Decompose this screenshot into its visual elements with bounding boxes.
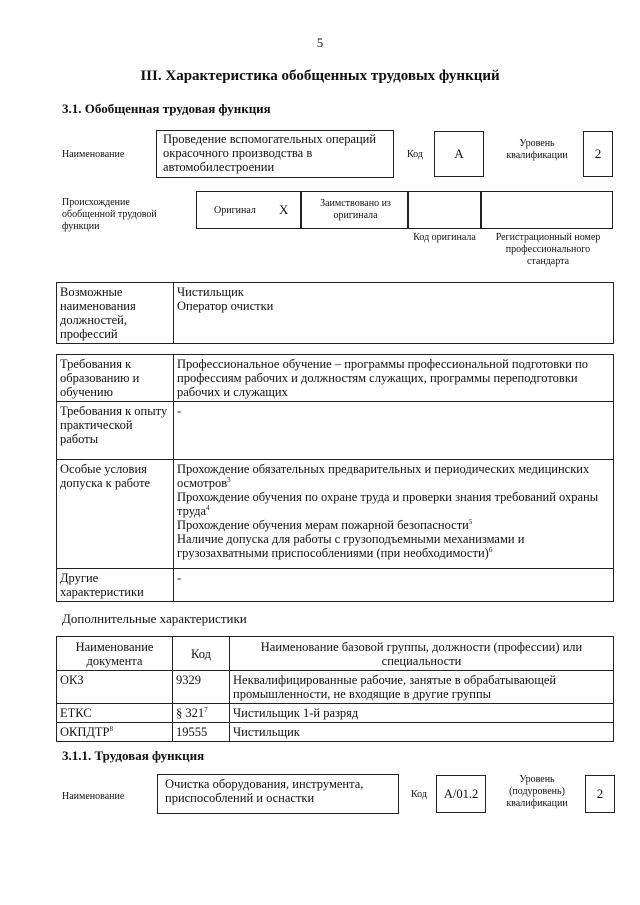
- additional-code: 9329: [173, 671, 230, 704]
- additional-header-code: Код: [173, 637, 230, 671]
- position-item: Чистильщик: [177, 285, 244, 299]
- req-education-label: Требования к образованию и обучению: [57, 355, 174, 402]
- otf-borrowed-box: [301, 191, 408, 229]
- positions-values: [174, 283, 614, 344]
- additional-doc: ОКЗ: [57, 671, 173, 704]
- req-condition-item: Прохождение обязательных предварительных и периодических медицинских осмотров$^3$: [177, 462, 590, 490]
- req-conditions-values: [174, 460, 614, 569]
- otf-name-label: Наименование: [62, 149, 125, 160]
- req-other-value: -: [174, 569, 614, 602]
- tf-level-value: 2: [596, 786, 604, 801]
- req-conditions-label: Особые условия допуска к работе: [57, 460, 174, 569]
- tf-level-box: [585, 775, 615, 813]
- otf-original-mark: X: [279, 202, 289, 217]
- additional-header-name: Наименование базовой группы, должности (профессии) или специальности: [230, 637, 614, 671]
- req-experience-label: Требования к опыту практической работы: [57, 402, 174, 460]
- additional-name: Чистильщик: [230, 723, 614, 742]
- additional-doc: ЕТКС: [57, 704, 173, 723]
- additional-table: [56, 636, 614, 742]
- tf-title: 3.1.1. Трудовая функция: [62, 748, 205, 763]
- otf-reg-number-box: [481, 191, 613, 229]
- additional-name: Чистильщик 1-й разряд: [230, 704, 614, 723]
- tf-name-value: Очистка оборудования, инструмента, приспособлений и оснастки: [165, 777, 364, 805]
- req-other-label: Другие характеристики: [57, 569, 174, 602]
- otf-level-box: [583, 131, 613, 177]
- otf-origin-label: Происхождение обобщенной трудовой функции: [62, 197, 157, 232]
- additional-code: § $321^7$: [173, 704, 230, 723]
- positions-table: [56, 282, 614, 344]
- otf-name-value: Проведение вспомогательных операций окрасочного производства в автомобилестроении: [163, 132, 377, 174]
- otf-code-original-box: [408, 191, 481, 229]
- section-title: III. Характеристика обобщенных трудовых функций: [140, 68, 500, 84]
- otf-code-box: [434, 131, 484, 177]
- position-item: Оператор очистки: [177, 299, 274, 313]
- positions-label: Возможные наименования должностей, профессий: [57, 283, 174, 344]
- otf-level-label: Уровень квалификации: [506, 138, 568, 161]
- table-row: [57, 704, 614, 723]
- otf-code-value: A: [454, 146, 464, 161]
- additional-title: Дополнительные характеристики: [62, 611, 247, 626]
- requirements-table: [56, 354, 614, 602]
- table-row: [57, 723, 614, 742]
- tf-level-label: Уровень (подуровень) квалификации: [506, 774, 568, 809]
- tf-name-label: Наименование: [62, 791, 125, 802]
- additional-name: Неквалифицированные рабочие, занятые в обрабатывающей промышленности, не входящие в другие группы: [230, 671, 614, 704]
- table-row: [57, 671, 614, 704]
- tf-code-value: A/01.2: [443, 787, 479, 801]
- otf-code-original-label: Код оригинала: [413, 232, 476, 243]
- req-education-value: Профессиональное обучение – программы профессиональной подготовки по профессиям рабочих и должностям служащих, программы переподготовки рабочих и служащих: [174, 355, 614, 402]
- subsection-title: 3.1. Обобщенная трудовая функция: [62, 101, 271, 116]
- tf-name-box: [157, 774, 399, 814]
- otf-code-label: Код: [407, 149, 423, 160]
- req-experience-value: -: [174, 402, 614, 460]
- additional-code: 19555: [173, 723, 230, 742]
- otf-name-box: [156, 130, 394, 178]
- otf-original-box: [196, 191, 301, 229]
- otf-borrowed-label: Заимствовано из оригинала: [320, 198, 391, 221]
- page-number: 5: [316, 36, 324, 50]
- tf-code-label: Код: [411, 789, 427, 800]
- req-condition-item: Прохождение обучения мерам пожарной безопасности$^5$: [177, 517, 473, 532]
- additional-header-doc: Наименование документа: [57, 637, 173, 671]
- tf-code-box: [436, 775, 486, 813]
- otf-level-value: 2: [594, 146, 602, 161]
- req-condition-item: Наличие допуска для работы с грузоподъемными механизмами и грузозахватными приспособлениями (при необходимости)$^6$: [177, 532, 525, 560]
- additional-doc: ОКПДТР$^8$: [57, 723, 173, 742]
- otf-original-label: Оригинал: [214, 205, 256, 216]
- otf-reg-number-label: Регистрационный номер профессионального стандарта: [495, 232, 601, 267]
- req-condition-item: Прохождение обучения по охране труда и проверки знания требований охраны труда$^4$: [177, 490, 599, 518]
